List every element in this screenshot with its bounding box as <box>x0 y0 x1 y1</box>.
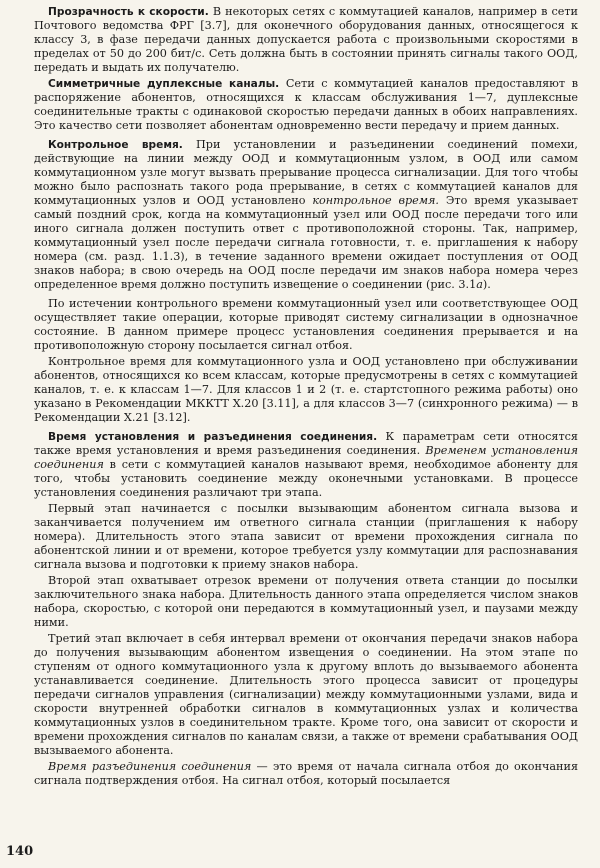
paragraph-transparency <box>34 5 578 75</box>
paragraph-stage-three <box>34 632 578 758</box>
paragraph-text: — это время от начала сигнала отбоя до окончания сигнала подтверждения отбоя. На сигнал отбоя, который посылается <box>34 760 578 787</box>
paragraph-text: В некоторых сетях с коммутацией каналов, например в сети Почтового ведомства ФРГ [3.7], для оконечного оборудования данных, относящегося к классу 3, в фазе передачи данных допускается работа с произвольными скоростями в пределах от 50 до 200 бит/с. Сеть должна быть в состоянии принять сигналы такого ООД, передать и выдать их получателю. <box>34 5 579 74</box>
paragraph-text: Контрольное время для коммутационного узла и ООД установлено при обслуживании абонентов, относящихся ко всем классам, которые предусмотрены в сетях с коммутацией каналов, т. е. к классам 1—7. Для классов 1 и 2 (т. е. стартстопного режима работы) оно указано в Рекомендации МККТТ X.20 [3.11], а для классов 3—7 (синхронного режима) — в Рекомендации X.21 [3.12]. <box>34 355 578 424</box>
paragraph-setup-time <box>34 430 578 500</box>
heading-duplex: Симметричные дуплексные каналы. <box>48 78 280 90</box>
paragraph-text: При установлении и разъединении соединений помехи, действующие на линии между ООД и коммутационным узлом, в ООД или самом коммутационном узле могут вызвать прерывание процесса сигнализации. Для того чтобы можно было распознать такого рода прерывание, в сетях с коммутацией каналов для коммутационных узлов и ООД установлено <box>34 138 578 207</box>
paragraph-text: Второй этап охватывает отрезок времени от получения ответа станции до посылки заключительного знака набора. Длительность данного этапа определяется числом знаков набора, скоростью, с которой они передаются в коммутационный узел, и паузами между ними. <box>34 574 578 629</box>
paragraph-text: К параметрам сети относятся также время установления и время разъединения соединения. <box>34 430 578 457</box>
paragraph-stage-one <box>34 502 578 572</box>
paragraph-stage-two <box>34 574 578 630</box>
paragraph-text: Первый этап начинается с посылки вызывающим абонентом сигнала вызова и заканчивается получением им ответного сигнала станции (приглашения к набору номера). Длительность этого этапа зависит от времени прохождения сигнала по абонентской линии и от времени, которое требуется узлу коммутации для распознавания сигнала вызова и подготовки к приему знаков набора. <box>34 502 578 571</box>
heading-control-time: Контрольное время. <box>48 139 183 151</box>
paragraph-timeout <box>34 297 578 353</box>
heading-setup-time: Время установления и разъединения соединения. <box>48 431 378 443</box>
paragraph-control-classes <box>34 355 578 425</box>
paragraph-duplex <box>34 77 578 133</box>
page-number: 140 <box>6 844 34 859</box>
paragraph-text: Это время указывает самый поздний срок, когда на коммутационный узел или ООД после передачи того или иного сигнала должен поступить ответ с противоположной стороны. Так, например, коммутационный узел после передачи сигнала готовности, т. е. приглашения к набору номера (см. разд. 1.1.3), в течение заданного времени ожидает поступления от ООД знаков набора; в свою очередь на ООД после передачи им знаков набора номера через определенное время должно поступить извещение о соединении (рис. 3.1 <box>34 194 578 291</box>
paragraph-text: ). <box>482 278 491 291</box>
term-setup-time: Временем установления соединения <box>34 444 578 471</box>
paragraph-control-time <box>34 138 578 292</box>
figure-ref-letter: а <box>476 278 483 291</box>
term-control-time: контрольное время. <box>312 194 439 207</box>
paragraph-release-time <box>34 760 578 788</box>
paragraph-text: Сети с коммутацией каналов предоставляют в распоряжение абонентов, относящихся к классам обслуживания 1—7, дуплексные соединительные тракты с одинаковой скоростью передачи данных в обоих направлениях. Это качество сети позволяет абонентам одновременно вести передачу и прием данных. <box>34 77 578 132</box>
paragraph-text: Третий этап включает в себя интервал времени от окончания передачи знаков набора до получения вызывающим абонентом извещения о соединении. На этом этапе по ступеням от одного коммутационного узла к другому вплоть до вызываемого абонента устанавливается соединение. Длительность этого процесса зависит от процедуры передачи сигналов управления (сигнализации) между коммутационными узлами, вида и скорости внутренней обработки сигналов в коммутационных узлах и количества коммутационных узлов в соединительном тракте. Кроме того, она зависит от скорости и времени прохождения сигналов по каналам связи, а также от времени срабатывания ООД вызываемого абонента. <box>34 632 578 757</box>
page-body <box>34 5 578 790</box>
term-release-time: Время разъединения соединения <box>48 760 252 773</box>
heading-transparency: Прозрачность к скорости. <box>48 6 209 18</box>
paragraph-text: По истечении контрольного времени коммутационный узел или соответствующее ООД осуществляет такие операции, которые приводят систему сигнализации в однозначное состояние. В данном примере процесс установления соединения прерывается и на противоположную сторону посылается сигнал отбоя. <box>34 297 578 352</box>
paragraph-text: в сети с коммутацией каналов называют время, необходимое абоненту для того, чтобы установить соединение между оконечными установками. В процессе установления соединения различают три этапа. <box>34 458 578 499</box>
